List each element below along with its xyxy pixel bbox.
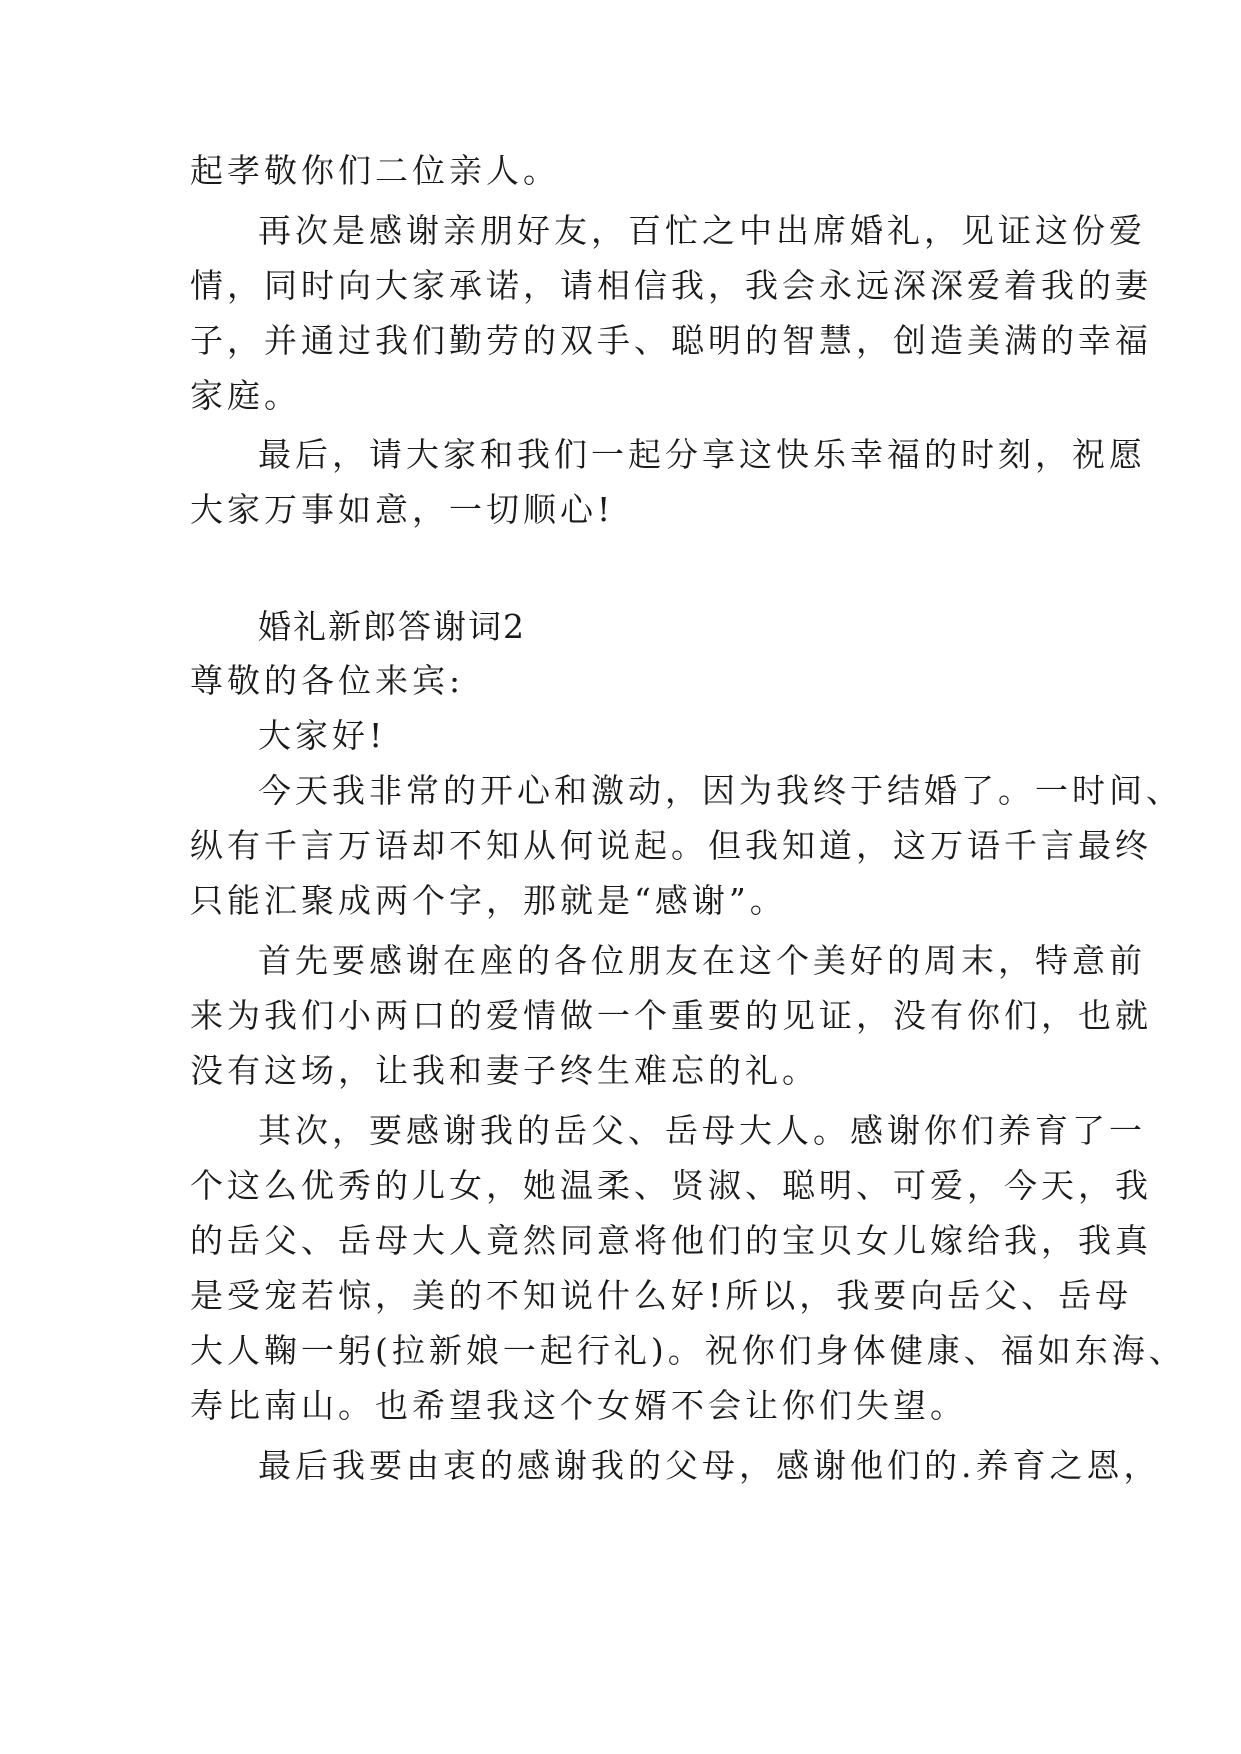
text-line: 最后，请大家和我们一起分享这快乐幸福的时刻，祝愿 (258, 435, 1146, 474)
text-line: 子，并通过我们勤劳的双手、聪明的智慧，创造美满的幸福 (190, 321, 1152, 360)
text-line: 来为我们小两口的爱情做一个重要的见证，没有你们，也就 (190, 996, 1152, 1035)
section-heading: 婚礼新郎答谢词2 (258, 607, 526, 646)
text-line: 没有这场，让我和妻子终生难忘的礼。 (190, 1051, 819, 1090)
text-line: 再次是感谢亲朋好友，百忙之中出席婚礼，见证这份爱 (258, 211, 1146, 250)
text-line: 个这么优秀的儿女，她温柔、贤淑、聪明、可爱，今天，我 (190, 1166, 1152, 1205)
text-line: 起孝敬你们二位亲人。 (190, 151, 560, 190)
text-line: 情，同时向大家承诺，请相信我，我会永远深深爱着我的妻 (190, 266, 1152, 305)
text-line: 其次，要感谢我的岳父、岳母大人。感谢你们养育了一 (258, 1111, 1146, 1150)
greeting: 大家好! (258, 716, 387, 755)
text-line: 是受宠若惊，美的不知说什么好!所以，我要向岳父、岳母 (190, 1276, 1133, 1315)
text-line: 今天我非常的开心和激动，因为我终于结婚了。一时间、 (258, 771, 1183, 810)
text-line: 首先要感谢在座的各位朋友在这个美好的周末，特意前 (258, 941, 1146, 980)
text-line: 大家万事如意，一切顺心! (190, 490, 615, 529)
text-line: 只能汇聚成两个字，那就是“感谢”。 (190, 881, 787, 920)
text-line: 纵有千言万语却不知从何说起。但我知道，这万语千言最终 (190, 826, 1152, 865)
salutation: 尊敬的各位来宾: (190, 661, 465, 700)
text-line: 大人鞠一躬(拉新娘一起行礼)。祝你们身体健康、福如东海、 (190, 1331, 1186, 1370)
text-line: 最后我要由衷的感谢我的父母，感谢他们的.养育之恩， (258, 1446, 1161, 1485)
text-line: 寿比南山。也希望我这个女婿不会让你们失望。 (190, 1386, 967, 1425)
text-line: 的岳父、岳母大人竟然同意将他们的宝贝女儿嫁给我，我真 (190, 1221, 1152, 1260)
text-line: 家庭。 (190, 376, 301, 415)
